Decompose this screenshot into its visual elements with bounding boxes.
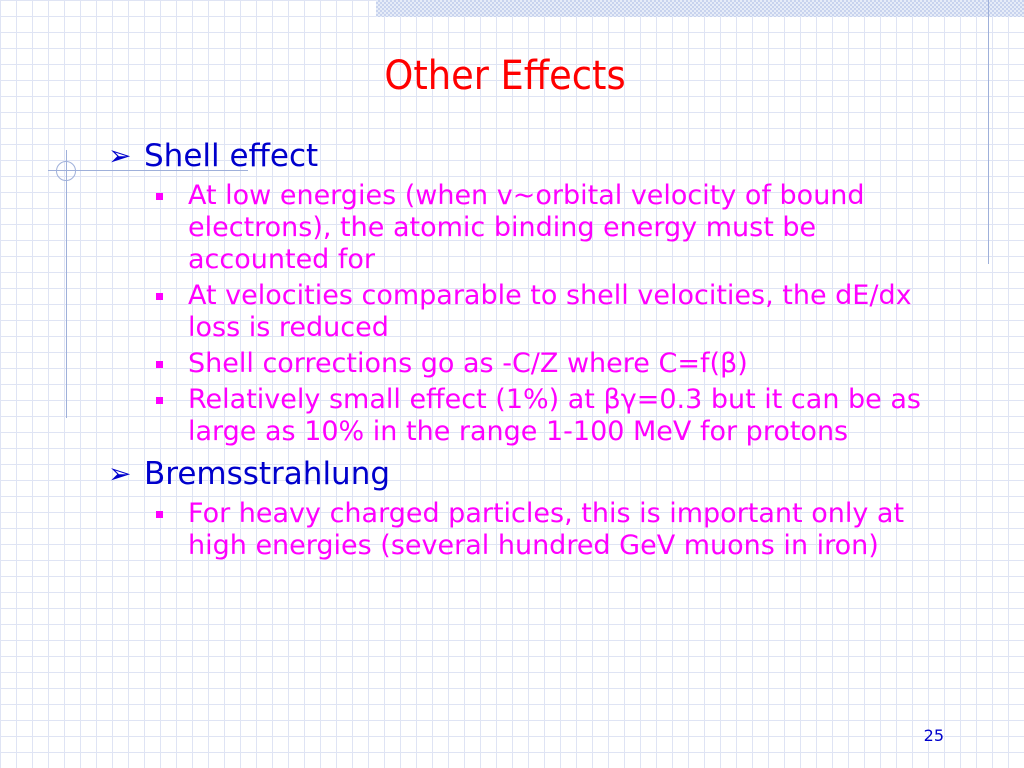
bullet-text: Shell corrections go as -C/Z where C=f(β)	[188, 348, 748, 379]
square-bullet-icon	[156, 193, 163, 200]
slide-title: Other Effects	[384, 53, 626, 99]
bullet-text: At velocities comparable to shell velocities, the dE/dx loss is reduced	[188, 280, 912, 343]
bullet-item	[108, 384, 958, 448]
bullet-item	[108, 180, 958, 276]
bullet-text: For heavy charged particles, this is important only at high energies (several hundred GeV muons in iron)	[188, 498, 905, 561]
section-heading-label: Shell effect	[144, 138, 319, 174]
bullet-item	[108, 498, 958, 562]
section-heading-bremsstrahlung	[108, 454, 958, 494]
square-bullet-icon	[156, 293, 163, 300]
section-heading-shell-effect	[108, 136, 958, 176]
bullet-item	[108, 280, 958, 344]
arrow-bullet-icon: ➢	[108, 457, 132, 490]
slide-content	[108, 134, 958, 562]
bullet-text: At low energies (when v~orbital velocity of bound electrons), the atomic binding energy must be accounted for	[188, 180, 865, 275]
decorative-top-band	[376, 0, 1024, 17]
page-number: 25	[923, 726, 944, 745]
bullet-text: Relatively small effect (1%) at βγ=0.3 but it can be as large as 10% in the range 1-100 MeV for protons	[188, 384, 921, 447]
arrow-bullet-icon: ➢	[108, 139, 132, 172]
section-heading-label: Bremsstrahlung	[144, 456, 391, 492]
square-bullet-icon	[156, 361, 163, 368]
decorative-vertical-line	[66, 150, 67, 418]
decorative-right-line	[988, 0, 989, 264]
decorative-circle	[56, 161, 76, 181]
square-bullet-icon	[156, 397, 163, 404]
bullet-item	[108, 348, 958, 380]
square-bullet-icon	[156, 511, 163, 518]
